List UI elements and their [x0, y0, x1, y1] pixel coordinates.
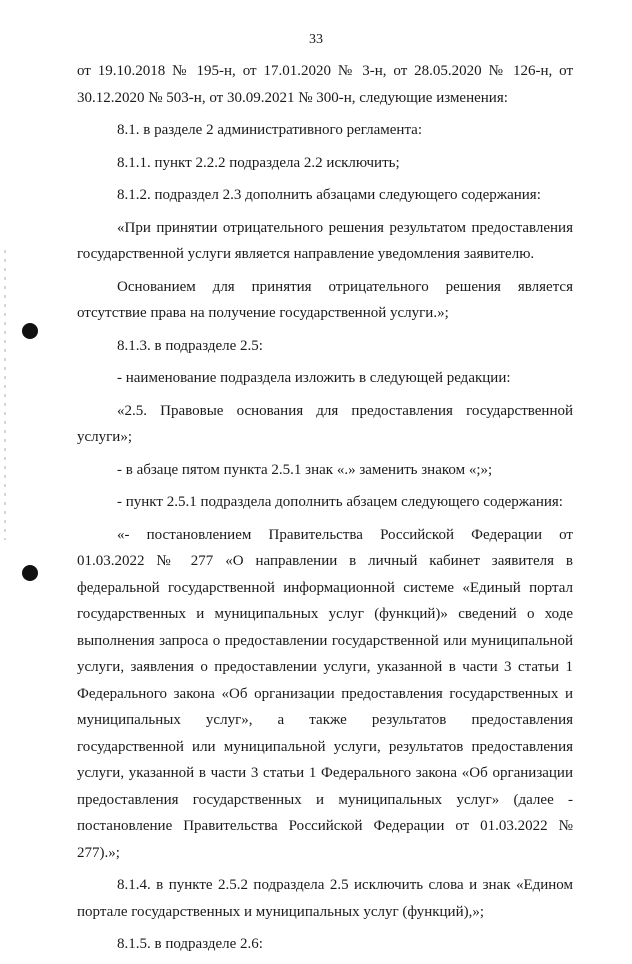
- paragraph-grounds: Основанием для принятия отрицательного решения является отсутствие права на получение государственной услуги.»;: [77, 278, 573, 321]
- paragraph-sign-replacement: - в абзаце пятом пункта 2.5.1 знак «.» заменить знаком «;»;: [117, 461, 493, 478]
- document-body: [77, 58, 573, 964]
- paragraph-amendments-intro: от 19.10.2018 № 195-н, от 17.01.2020 № 3-н, от 28.05.2020 № 126-н, от 30.12.2020 № 503-н, от 30.09.2021 № 300-н, следующие изменения:: [77, 63, 573, 106]
- paragraph-8-1-4: 8.1.4. в пункте 2.5.2 подраздела 2.5 исключить слова и знак «Едином портале государственных и муниципальных услуг (функций),»;: [77, 877, 573, 920]
- paragraph-2-5-1-addition: - пункт 2.5.1 подраздела дополнить абзацем следующего содержания:: [117, 494, 563, 510]
- scan-edge-mark: [4, 250, 6, 540]
- paragraph-subsection-name: - наименование подраздела изложить в следующей редакции:: [117, 370, 511, 386]
- punch-hole: [22, 565, 38, 581]
- punch-hole: [22, 323, 38, 339]
- paragraph-8-1: 8.1. в разделе 2 административного регламента:: [117, 122, 423, 138]
- paragraph-8-1-5: 8.1.5. в подразделе 2.6:: [117, 936, 263, 952]
- paragraph-government-decree: «- постановлением Правительства Российской Федерации от 01.03.2022 № 277 «О направлении в личный кабинет заявителя в федеральной государственной информационной системе «Единый портал государственных и муниципальных услуг (функций)» сведений о ходе выполнения запроса о предоставлении государственной или муниципальной услуги, заявления о предоставлении услуги, указанной в части 3 статьи 1 Федерального закона «Об организации предоставления государственных и муниципальных услуг», а также результатов предоставления государственной или муниципальной услуги, результатов предоставления услуги, указанной в части 3 статьи 1 Федерального закона «Об организации предоставления государственных и муниципальных услуг» (далее - постановление Правительства Российской Федерации от 01.03.2022 № 277).»;: [77, 526, 573, 861]
- paragraph-8-1-2: 8.1.2. подраздел 2.3 дополнить абзацами следующего содержания:: [117, 187, 541, 203]
- paragraph-8-1-1: 8.1.1. пункт 2.2.2 подраздела 2.2 исключить;: [117, 154, 400, 171]
- page-number: 33: [309, 32, 323, 47]
- paragraph-2-5-title: «2.5. Правовые основания для предоставления государственной услуги»;: [77, 402, 573, 445]
- paragraph-negative-decision: «При принятии отрицательного решения результатом предоставления государственной услуги является направление уведомления заявителю.: [77, 219, 573, 262]
- paragraph-8-1-3: 8.1.3. в подразделе 2.5:: [117, 337, 263, 354]
